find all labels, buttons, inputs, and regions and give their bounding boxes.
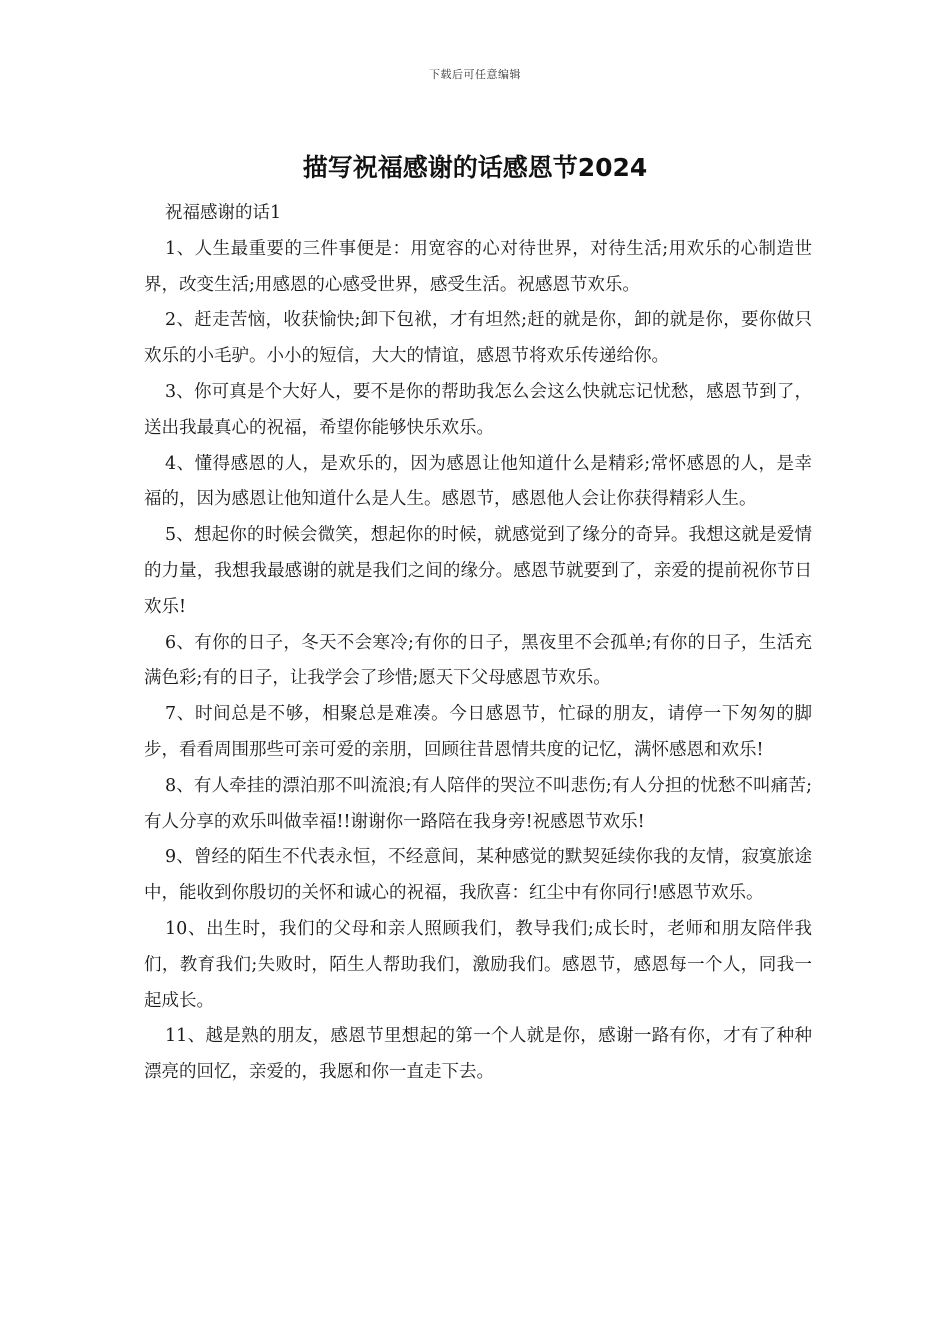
paragraph-9: 9、曾经的陌生不代表永恒，不经意间，某种感觉的默契延续你我的友情，寂寞旅途中，能收到你殷切的关怀和诚心的祝福，我欣喜：红尘中有你同行!感恩节欢乐。 (144, 847, 812, 904)
paragraph-7: 7、时间总是不够，相聚总是难凑。今日感恩节，忙碌的朋友，请停一下匆匆的脚步，看看周围那些可亲可爱的亲朋，回顾往昔恩情共度的记忆，满怀感恩和欢乐! (144, 704, 812, 760)
paragraph-11: 11、越是熟的朋友，感恩节里想起的第一个人就是你，感谢一路有你，才有了种种漂亮的回忆，亲爱的，我愿和你一直走下去。 (144, 1026, 812, 1083)
header-note: 下载后可任意编辑 (429, 68, 521, 81)
paragraph-1: 1、人生最重要的三件事便是：用宽容的心对待世界，对待生活;用欢乐的心制造世界，改变生活;用感恩的心感受世界，感受生活。祝感恩节欢乐。 (144, 238, 812, 295)
document-body (144, 196, 812, 1091)
paragraph-10: 10、出生时，我们的父母和亲人照顾我们，教导我们;成长时，老师和朋友陪伴我们，教育我们;失败时，陌生人帮助我们，激励我们。感恩节，感恩每一个人，同我一起成长。 (144, 918, 812, 1011)
paragraph-6: 6、有你的日子，冬天不会寒冷;有你的日子，黑夜里不会孤单;有你的日子，生活充满色彩;有的日子，让我学会了珍惜;愿天下父母感恩节欢乐。 (144, 632, 812, 689)
paragraph-2: 2、赶走苦恼，收获愉快;卸下包袱，才有坦然;赶的就是你，卸的就是你，要你做只欢乐的小毛驴。小小的短信，大大的情谊，感恩节将欢乐传递给你。 (144, 310, 812, 367)
paragraph-4: 4、懂得感恩的人，是欢乐的，因为感恩让他知道什么是精彩;常怀感恩的人，是幸福的，因为感恩让他知道什么是人生。感恩节，感恩他人会让你获得精彩人生。 (144, 453, 812, 510)
section-heading: 祝福感谢的话1 (165, 203, 282, 223)
page-title: 描写祝福感谢的话感恩节2024 (302, 153, 648, 182)
paragraph-3: 3、你可真是个大好人，要不是你的帮助我怎么会这么快就忘记忧愁，感恩节到了，送出我最真心的祝福，希望你能够快乐欢乐。 (144, 381, 812, 438)
paragraph-8: 8、有人牵挂的漂泊那不叫流浪;有人陪伴的哭泣不叫悲伤;有人分担的忧愁不叫痛苦;有人分享的欢乐叫做幸福!!谢谢你一路陪在我身旁!祝感恩节欢乐! (144, 775, 812, 832)
paragraph-5: 5、想起你的时候会微笑，想起你的时候，就感觉到了缘分的奇异。我想这就是爱情的力量，我想我最感谢的就是我们之间的缘分。感恩节就要到了，亲爱的提前祝你节日欢乐! (144, 525, 812, 617)
